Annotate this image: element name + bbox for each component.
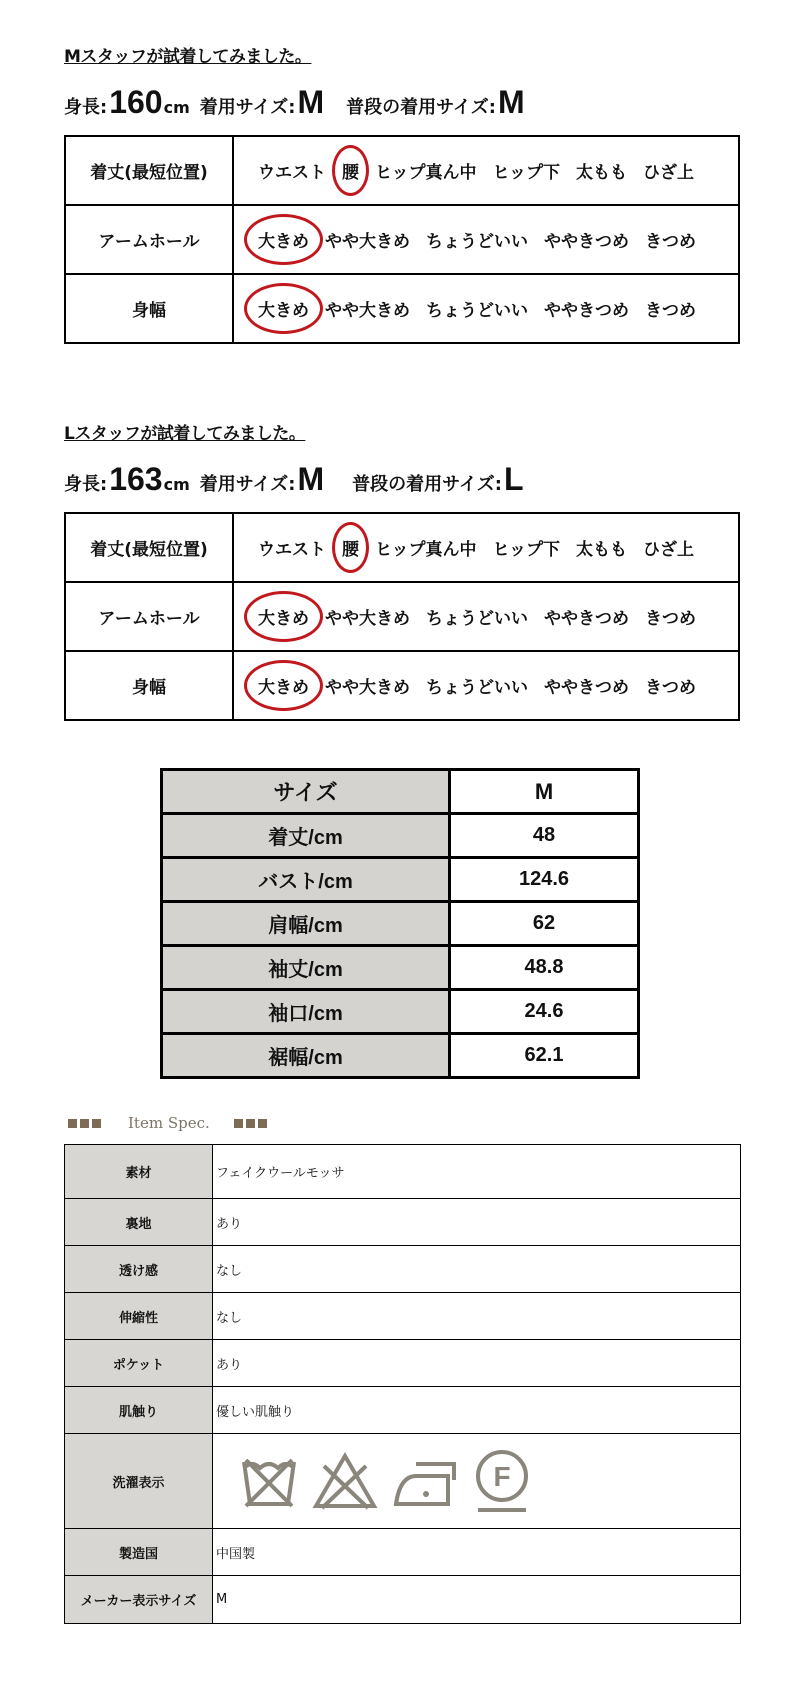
- height-label: 身長:: [64, 474, 108, 495]
- fit-option: きつめ: [645, 678, 696, 698]
- fit-option: ひざ上: [643, 163, 694, 183]
- size-row-value: 124.6: [450, 858, 639, 902]
- size-header-label: サイズ: [162, 770, 450, 814]
- fit-options: [233, 651, 739, 720]
- fit-option-selected: 大きめ: [256, 296, 311, 321]
- spec-row: [65, 1576, 741, 1624]
- item-spec-title: [68, 1113, 270, 1133]
- wear-size-label: 着用サイズ:: [199, 474, 296, 495]
- fit-option: ちょうどいい: [426, 609, 528, 629]
- spec-row-value: [213, 1434, 741, 1529]
- size-row: [162, 1034, 639, 1078]
- fit-option: ややきつめ: [544, 301, 629, 321]
- fit-option: 太もも: [576, 163, 627, 183]
- spec-row-label: 透け感: [65, 1246, 213, 1293]
- fit-option: ひざ上: [643, 540, 694, 560]
- fit-option: やや大きめ: [325, 609, 410, 629]
- size-row-value: 62.1: [450, 1034, 639, 1078]
- staff-m-fit-table: [64, 135, 740, 344]
- wear-size-label: 着用サイズ:: [199, 97, 296, 118]
- decor-squares-right: [234, 1119, 270, 1128]
- spec-row: [65, 1387, 741, 1434]
- size-row: [162, 814, 639, 858]
- fit-options: [233, 274, 739, 343]
- staff-m-measurements: [64, 84, 525, 124]
- height-value: 163: [109, 461, 163, 497]
- size-row: [162, 946, 639, 990]
- spec-row: [65, 1529, 741, 1576]
- fit-option: やや大きめ: [325, 232, 410, 252]
- spec-row: [65, 1340, 741, 1387]
- fit-row-label: 着丈(最短位置): [65, 513, 233, 582]
- usual-size-value: L: [503, 461, 524, 497]
- fit-row-label: アームホール: [65, 205, 233, 274]
- spec-row: [65, 1434, 741, 1529]
- height-value: 160: [109, 84, 163, 120]
- size-table-header: [162, 770, 639, 814]
- spec-row-value: 優しい肌触り: [213, 1387, 741, 1434]
- spec-row: [65, 1145, 741, 1199]
- fit-row: [65, 582, 739, 651]
- staff-m-heading: Mスタッフが試着してみました。: [64, 47, 312, 67]
- fit-option: ヒップ真ん中: [375, 540, 477, 560]
- fit-option: やや大きめ: [325, 678, 410, 698]
- size-table: [160, 768, 640, 1079]
- spec-row-label: ポケット: [65, 1340, 213, 1387]
- spec-row-label: 伸縮性: [65, 1293, 213, 1340]
- fit-row: [65, 205, 739, 274]
- fit-options: [233, 136, 739, 205]
- fit-option: ヒップ下: [492, 163, 560, 183]
- spec-row-value: フェイクウールモッサ: [213, 1145, 741, 1199]
- fit-row: [65, 513, 739, 582]
- height-unit: cm: [163, 98, 190, 117]
- fit-option: きつめ: [645, 232, 696, 252]
- spec-row-value: あり: [213, 1199, 741, 1246]
- fit-option: ちょうどいい: [426, 232, 528, 252]
- fit-option: ややきつめ: [544, 678, 629, 698]
- item-spec-table: [64, 1144, 741, 1624]
- size-row-label: 着丈/cm: [162, 814, 450, 858]
- no-wash-icon: [240, 1450, 298, 1512]
- spec-row-label: 洗濯表示: [65, 1434, 213, 1529]
- size-row-value: 62: [450, 902, 639, 946]
- spec-row-label: メーカー表示サイズ: [65, 1576, 213, 1624]
- spec-row-value: なし: [213, 1293, 741, 1340]
- size-row-value: 48.8: [450, 946, 639, 990]
- fit-options: [233, 205, 739, 274]
- no-bleach-icon: [312, 1450, 378, 1512]
- size-row-label: 肩幅/cm: [162, 902, 450, 946]
- spec-row-value: 中国製: [213, 1529, 741, 1576]
- fit-row-label: 着丈(最短位置): [65, 136, 233, 205]
- fit-option: 太もも: [576, 540, 627, 560]
- fit-option-selected: 大きめ: [256, 227, 311, 252]
- fit-row-label: アームホール: [65, 582, 233, 651]
- spec-row: [65, 1246, 741, 1293]
- wear-size-value: M: [297, 84, 325, 120]
- size-row-label: 袖丈/cm: [162, 946, 450, 990]
- fit-options: [233, 513, 739, 582]
- staff-l-fit-table: [64, 512, 740, 721]
- size-row-value: 24.6: [450, 990, 639, 1034]
- usual-size-value: M: [497, 84, 525, 120]
- fit-option: ヒップ下: [492, 540, 560, 560]
- dry-clean-f-icon: [472, 1448, 532, 1514]
- size-row: [162, 858, 639, 902]
- fit-option-selected: 大きめ: [256, 673, 311, 698]
- fit-option: きつめ: [645, 301, 696, 321]
- size-row: [162, 990, 639, 1034]
- fit-option-selected: 大きめ: [256, 604, 311, 629]
- iron-low-icon: [392, 1450, 458, 1512]
- staff-l-heading: Lスタッフが試着してみました。: [64, 424, 306, 444]
- decor-squares-left: [68, 1119, 104, 1128]
- staff-m-section: [64, 44, 740, 326]
- size-row-label: 袖口/cm: [162, 990, 450, 1034]
- fit-option: ややきつめ: [544, 609, 629, 629]
- fit-option: ちょうどいい: [426, 301, 528, 321]
- fit-row-label: 身幅: [65, 274, 233, 343]
- wash-icons: [216, 1448, 740, 1514]
- fit-option: ウエスト: [258, 540, 326, 560]
- spec-row-value: M: [213, 1576, 741, 1624]
- staff-l-measurements: [64, 461, 523, 501]
- size-row: [162, 902, 639, 946]
- fit-option: ちょうどいい: [426, 678, 528, 698]
- spec-row: [65, 1199, 741, 1246]
- fit-option: ヒップ真ん中: [375, 163, 477, 183]
- staff-l-section: [64, 421, 740, 703]
- size-row-label: 裾幅/cm: [162, 1034, 450, 1078]
- size-row-label: バスト/cm: [162, 858, 450, 902]
- item-spec-heading: Item Spec.: [128, 1114, 210, 1132]
- spec-row-label: 素材: [65, 1145, 213, 1199]
- fit-option-selected: 腰: [340, 158, 361, 183]
- fit-option: やや大きめ: [325, 301, 410, 321]
- fit-option: ウエスト: [258, 163, 326, 183]
- fit-option: ややきつめ: [544, 232, 629, 252]
- wear-size-value: M: [297, 461, 325, 497]
- height-label: 身長:: [64, 97, 108, 118]
- spec-row-label: 製造国: [65, 1529, 213, 1576]
- fit-row: [65, 274, 739, 343]
- spec-row: [65, 1293, 741, 1340]
- size-row-value: 48: [450, 814, 639, 858]
- spec-row-value: あり: [213, 1340, 741, 1387]
- spec-row-label: 裏地: [65, 1199, 213, 1246]
- fit-options: [233, 582, 739, 651]
- height-unit: cm: [163, 475, 190, 494]
- fit-option-selected: 腰: [340, 535, 361, 560]
- fit-row: [65, 651, 739, 720]
- svg-text:F: F: [493, 1461, 511, 1492]
- fit-row-label: 身幅: [65, 651, 233, 720]
- usual-size-label: 普段の着用サイズ:: [346, 97, 496, 118]
- spec-row-label: 肌触り: [65, 1387, 213, 1434]
- spec-row-value: なし: [213, 1246, 741, 1293]
- fit-option: きつめ: [645, 609, 696, 629]
- fit-row: [65, 136, 739, 205]
- size-header-value: M: [450, 770, 639, 814]
- usual-size-label: 普段の着用サイズ:: [352, 474, 502, 495]
